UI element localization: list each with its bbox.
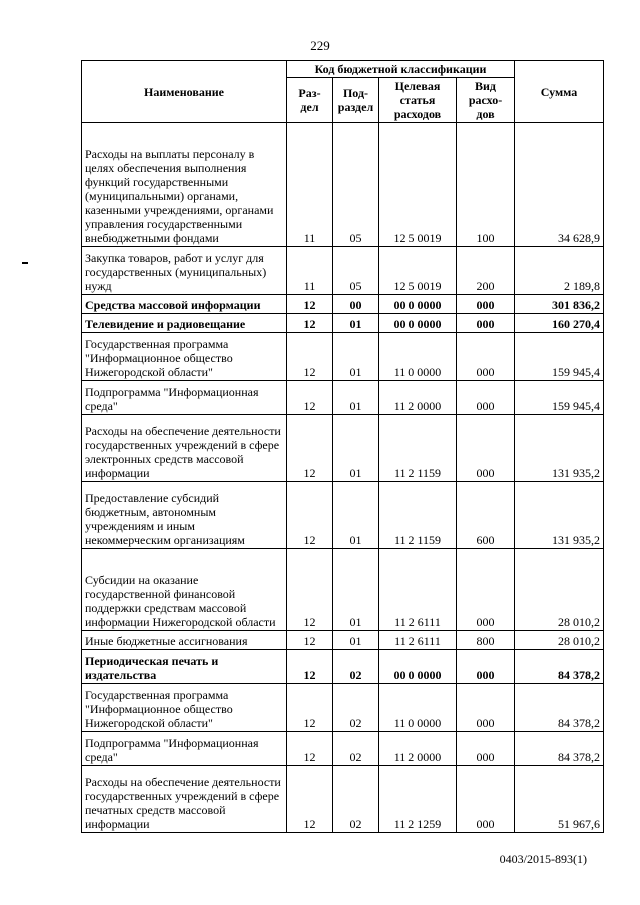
row-tselevaya-statya: 11 2 0000 bbox=[379, 381, 457, 415]
table-row bbox=[82, 549, 604, 631]
row-name: Государственная программа "Информационное общество Нижегородской области" bbox=[82, 684, 287, 732]
row-sum: 160 270,4 bbox=[515, 314, 604, 333]
row-vid-raskhodov: 000 bbox=[457, 314, 515, 333]
row-vid-raskhodov: 000 bbox=[457, 333, 515, 381]
row-sum: 84 378,2 bbox=[515, 650, 604, 684]
header-sum: Сумма bbox=[515, 61, 604, 123]
table-row bbox=[82, 333, 604, 381]
row-name: Подпрограмма "Информационная среда" bbox=[82, 732, 287, 766]
row-razdel: 11 bbox=[287, 123, 333, 247]
table-row bbox=[82, 732, 604, 766]
row-sum: 301 836,2 bbox=[515, 295, 604, 314]
row-podrazdel: 02 bbox=[333, 650, 379, 684]
row-vid-raskhodov: 600 bbox=[457, 482, 515, 549]
row-podrazdel: 02 bbox=[333, 732, 379, 766]
row-razdel: 12 bbox=[287, 732, 333, 766]
header-vid-raskhodov: Вид расхо- дов bbox=[457, 78, 515, 123]
row-vid-raskhodov: 100 bbox=[457, 123, 515, 247]
page-number: 229 bbox=[310, 38, 330, 53]
row-tselevaya-statya: 00 0 0000 bbox=[379, 295, 457, 314]
row-name: Расходы на выплаты персоналу в целях обеспечения выполнения функций государственными (муниципальными) органами, казенными учреждениями, органами управления государственными внебюджетными фондами bbox=[82, 123, 287, 247]
row-sum: 51 967,6 bbox=[515, 766, 604, 833]
row-tselevaya-statya: 11 2 6111 bbox=[379, 549, 457, 631]
row-sum: 159 945,4 bbox=[515, 381, 604, 415]
row-vid-raskhodov: 000 bbox=[457, 381, 515, 415]
row-podrazdel: 01 bbox=[333, 631, 379, 650]
table-row bbox=[82, 381, 604, 415]
table-body bbox=[82, 123, 604, 833]
row-sum: 34 628,9 bbox=[515, 123, 604, 247]
table-row bbox=[82, 123, 604, 247]
row-tselevaya-statya: 11 0 0000 bbox=[379, 333, 457, 381]
row-name: Периодическая печать и издательства bbox=[82, 650, 287, 684]
row-vid-raskhodov: 000 bbox=[457, 295, 515, 314]
row-podrazdel: 02 bbox=[333, 684, 379, 732]
row-name: Расходы на обеспечение деятельности государственных учреждений в сфере печатных средств массовой информации bbox=[82, 766, 287, 833]
table-row bbox=[82, 631, 604, 650]
row-podrazdel: 01 bbox=[333, 381, 379, 415]
header-name: Наименование bbox=[82, 61, 287, 123]
row-sum: 2 189,8 bbox=[515, 247, 604, 295]
row-podrazdel: 01 bbox=[333, 314, 379, 333]
table-row bbox=[82, 482, 604, 549]
row-razdel: 12 bbox=[287, 314, 333, 333]
row-vid-raskhodov: 200 bbox=[457, 247, 515, 295]
row-name: Расходы на обеспечение деятельности государственных учреждений в сфере электронных средств массовой информации bbox=[82, 415, 287, 482]
row-sum: 84 378,2 bbox=[515, 732, 604, 766]
row-name: Иные бюджетные ассигнования bbox=[82, 631, 287, 650]
row-vid-raskhodov: 000 bbox=[457, 650, 515, 684]
row-tselevaya-statya: 12 5 0019 bbox=[379, 123, 457, 247]
row-razdel: 12 bbox=[287, 415, 333, 482]
table-row bbox=[82, 650, 604, 684]
row-tselevaya-statya: 11 2 1159 bbox=[379, 482, 457, 549]
row-vid-raskhodov: 000 bbox=[457, 766, 515, 833]
row-podrazdel: 01 bbox=[333, 333, 379, 381]
table-row bbox=[82, 314, 604, 333]
row-tselevaya-statya: 12 5 0019 bbox=[379, 247, 457, 295]
row-podrazdel: 02 bbox=[333, 766, 379, 833]
row-sum: 28 010,2 bbox=[515, 549, 604, 631]
row-razdel: 12 bbox=[287, 631, 333, 650]
row-sum: 28 010,2 bbox=[515, 631, 604, 650]
row-sum: 84 378,2 bbox=[515, 684, 604, 732]
row-vid-raskhodov: 800 bbox=[457, 631, 515, 650]
row-podrazdel: 01 bbox=[333, 415, 379, 482]
row-razdel: 12 bbox=[287, 766, 333, 833]
header-razdel: Раз- дел bbox=[287, 78, 333, 123]
row-name: Подпрограмма "Информационная среда" bbox=[82, 381, 287, 415]
row-podrazdel: 00 bbox=[333, 295, 379, 314]
row-razdel: 12 bbox=[287, 684, 333, 732]
row-sum: 159 945,4 bbox=[515, 333, 604, 381]
row-sum: 131 935,2 bbox=[515, 482, 604, 549]
row-tselevaya-statya: 00 0 0000 bbox=[379, 650, 457, 684]
row-name: Закупка товаров, работ и услуг для государственных (муниципальных) нужд bbox=[82, 247, 287, 295]
row-razdel: 12 bbox=[287, 295, 333, 314]
row-razdel: 12 bbox=[287, 381, 333, 415]
row-name: Телевидение и радиовещание bbox=[82, 314, 287, 333]
margin-mark bbox=[22, 262, 28, 264]
header-budget-classification: Код бюджетной классификации bbox=[287, 61, 515, 78]
row-vid-raskhodov: 000 bbox=[457, 549, 515, 631]
row-podrazdel: 05 bbox=[333, 123, 379, 247]
row-name: Субсидии на оказание государственной финансовой поддержки средствам массовой информации Нижегородской области bbox=[82, 549, 287, 631]
row-vid-raskhodov: 000 bbox=[457, 732, 515, 766]
row-tselevaya-statya: 11 2 0000 bbox=[379, 732, 457, 766]
budget-table bbox=[81, 60, 604, 833]
row-razdel: 12 bbox=[287, 549, 333, 631]
table-row bbox=[82, 247, 604, 295]
row-razdel: 12 bbox=[287, 650, 333, 684]
header-tselevaya-statya: Целевая статья расходов bbox=[379, 78, 457, 123]
table-row bbox=[82, 766, 604, 833]
header-podrazdel: Под- раздел bbox=[333, 78, 379, 123]
row-razdel: 12 bbox=[287, 482, 333, 549]
row-tselevaya-statya: 00 0 0000 bbox=[379, 314, 457, 333]
row-tselevaya-statya: 11 2 6111 bbox=[379, 631, 457, 650]
table-row bbox=[82, 415, 604, 482]
row-podrazdel: 01 bbox=[333, 549, 379, 631]
row-sum: 131 935,2 bbox=[515, 415, 604, 482]
table-row bbox=[82, 684, 604, 732]
row-tselevaya-statya: 11 2 1159 bbox=[379, 415, 457, 482]
row-vid-raskhodov: 000 bbox=[457, 415, 515, 482]
row-name: Средства массовой информации bbox=[82, 295, 287, 314]
row-razdel: 12 bbox=[287, 333, 333, 381]
row-podrazdel: 01 bbox=[333, 482, 379, 549]
row-tselevaya-statya: 11 0 0000 bbox=[379, 684, 457, 732]
row-podrazdel: 05 bbox=[333, 247, 379, 295]
row-name: Предоставление субсидий бюджетным, автономным учреждениям и иным некоммерческим организациям bbox=[82, 482, 287, 549]
document-code: 0403/2015-893(1) bbox=[499, 852, 587, 866]
row-name: Государственная программа "Информационное общество Нижегородской области" bbox=[82, 333, 287, 381]
table-row bbox=[82, 295, 604, 314]
row-tselevaya-statya: 11 2 1259 bbox=[379, 766, 457, 833]
row-vid-raskhodov: 000 bbox=[457, 684, 515, 732]
row-razdel: 11 bbox=[287, 247, 333, 295]
